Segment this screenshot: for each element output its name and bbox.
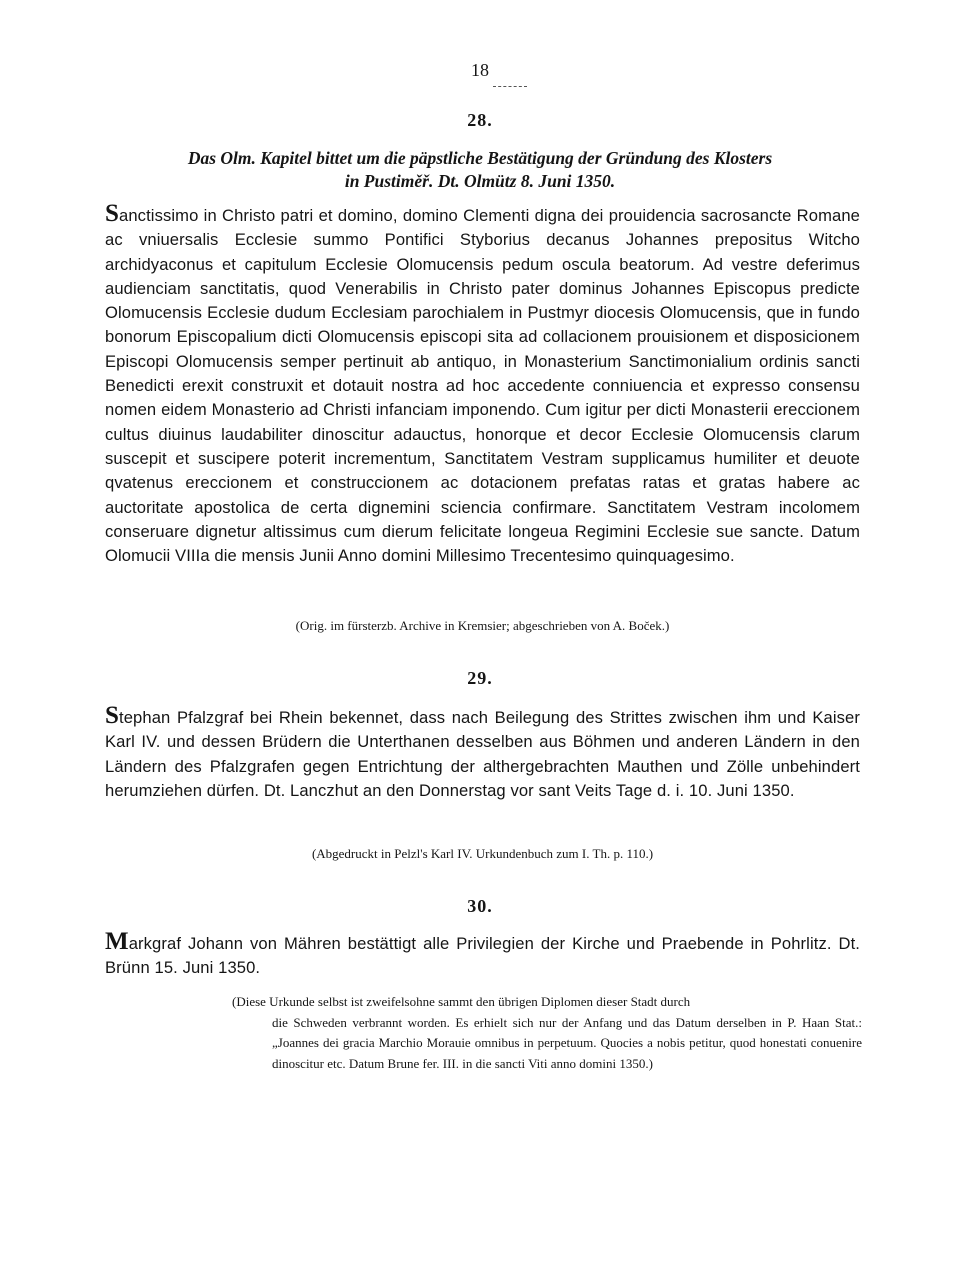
body-text: anctissimo in Christo patri et domino, domino Clementi digna dei prouidencia sacrosancte Romane ac vniuersalis Ecclesie summo Pontifici Styborius decanus Johannes prepositus Witcho archidyaconus et capitulum Ecclesie Olomucensis pedum oscula beatorum. Ad vestre deferimus audienciam sanctitatis, quod Venerabilis in Christo pater dominus Johannes Episcopus predicte Olomucensis Ecclesie dudum Ecclesiam parochialem in Pustmyr diocesis Olomucensis, que in fundo bonorum Episcopalium dicti Olomucensis episcopi sita ad collacionem prouisionem et disposicionem Episcopi Olomucensis semper pertinuit ab antiquo, in Monasterium Sanctimonialium ordinis sancti Benedicti erexit construxit et dotauit nostra ad hoc accedente conniuencia et expresso consensu nomen eidem Monasterio ad Christi infanciam imponendo. Cum igitur per dicti Monasterii ereccionem cultus diuinus laudabiliter dinoscitur adauctus, honorque et decor Ecclesie Olomucensis clarum suscepit et suscipere poterit incrementum, Sanctitatem Vestram supplicamus humiliter et deuote qvatenus ereccionem et construccionem ac dotacionem prefatas ratas et gratas habere ac auctoritate apostolica de certa dignemini sciencia confirmare. Sanctitatem Vestram incolomem conseruare dignetur altissimus cum dierum felicitate longeua Regimini Ecclesie sue sancte. Datum Olomucii VIIIa die mensis Junii Anno domini Millesimo Trecentesimo quinquagesimo.: [105, 206, 860, 566]
drop-cap: M: [105, 928, 129, 955]
drop-cap: S: [105, 702, 120, 729]
drop-cap: S: [105, 200, 120, 227]
document-body-30: [105, 928, 860, 981]
page-number: 18: [471, 60, 489, 80]
heading-line-2: in Pustiměř. Dt. Olmütz 8. Juni 1350.: [344, 171, 616, 191]
heading-line-1: Das Olm. Kapitel bittet um die päpstliche Bestätigung der Gründung des Klosters: [187, 148, 773, 168]
document-body-29: [105, 702, 860, 803]
page-number-rule: [493, 86, 527, 87]
note-continuation: die Schweden verbrannt worden. Es erhielt sich nur der Anfang und das Datum derselben in P. Haan Stat.: „Joannes dei gracia Marchio Morauie omnibus in perpetuum. Quocies a nobis petitur, quod honestati conuenire dinoscitur etc. Datum Brune fer. III. in die sancti Viti anno domini 1350.): [272, 1014, 862, 1071]
document-number-30: 30.: [467, 896, 493, 916]
document-number-28: 28.: [467, 110, 493, 130]
document-body-28: [105, 200, 860, 568]
body-text: tephan Pfalzgraf bei Rhein bekennet, dass nach Beilegung des Strittes zwischen ihm und Kaiser Karl IV. und dessen Brüdern die Unterthanen desselben aus Böhmen und anderen Ländern in den Ländern des Pfalzgrafen gegen Entrichtung der althergebrachten Mauthen und Zölle unbehindert herumziehen dürfen. Dt. Lanczhut an den Donnerstag vor sant Veits Tage d. i. 10. Juni 1350.: [105, 708, 860, 800]
source-note-30: [232, 992, 862, 1074]
source-note-28: (Orig. im fürsterzb. Archive in Kremsier; abgeschrieben von A. Boček.): [295, 618, 670, 633]
body-text: arkgraf Johann von Mähren bestättigt alle Privilegien der Kirche und Praebende in Pohrlitz. Dt. Brünn 15. Juni 1350.: [105, 934, 860, 978]
source-note-29: (Abgedruckt in Pelzl's Karl IV. Urkundenbuch zum I. Th. p. 110.): [311, 846, 654, 861]
document-heading-28: [105, 147, 855, 193]
document-number-29: 29.: [467, 668, 493, 688]
note-first-line: (Diese Urkunde selbst ist zweifelsohne sammt den übrigen Diplomen dieser Stadt durch: [232, 994, 691, 1009]
